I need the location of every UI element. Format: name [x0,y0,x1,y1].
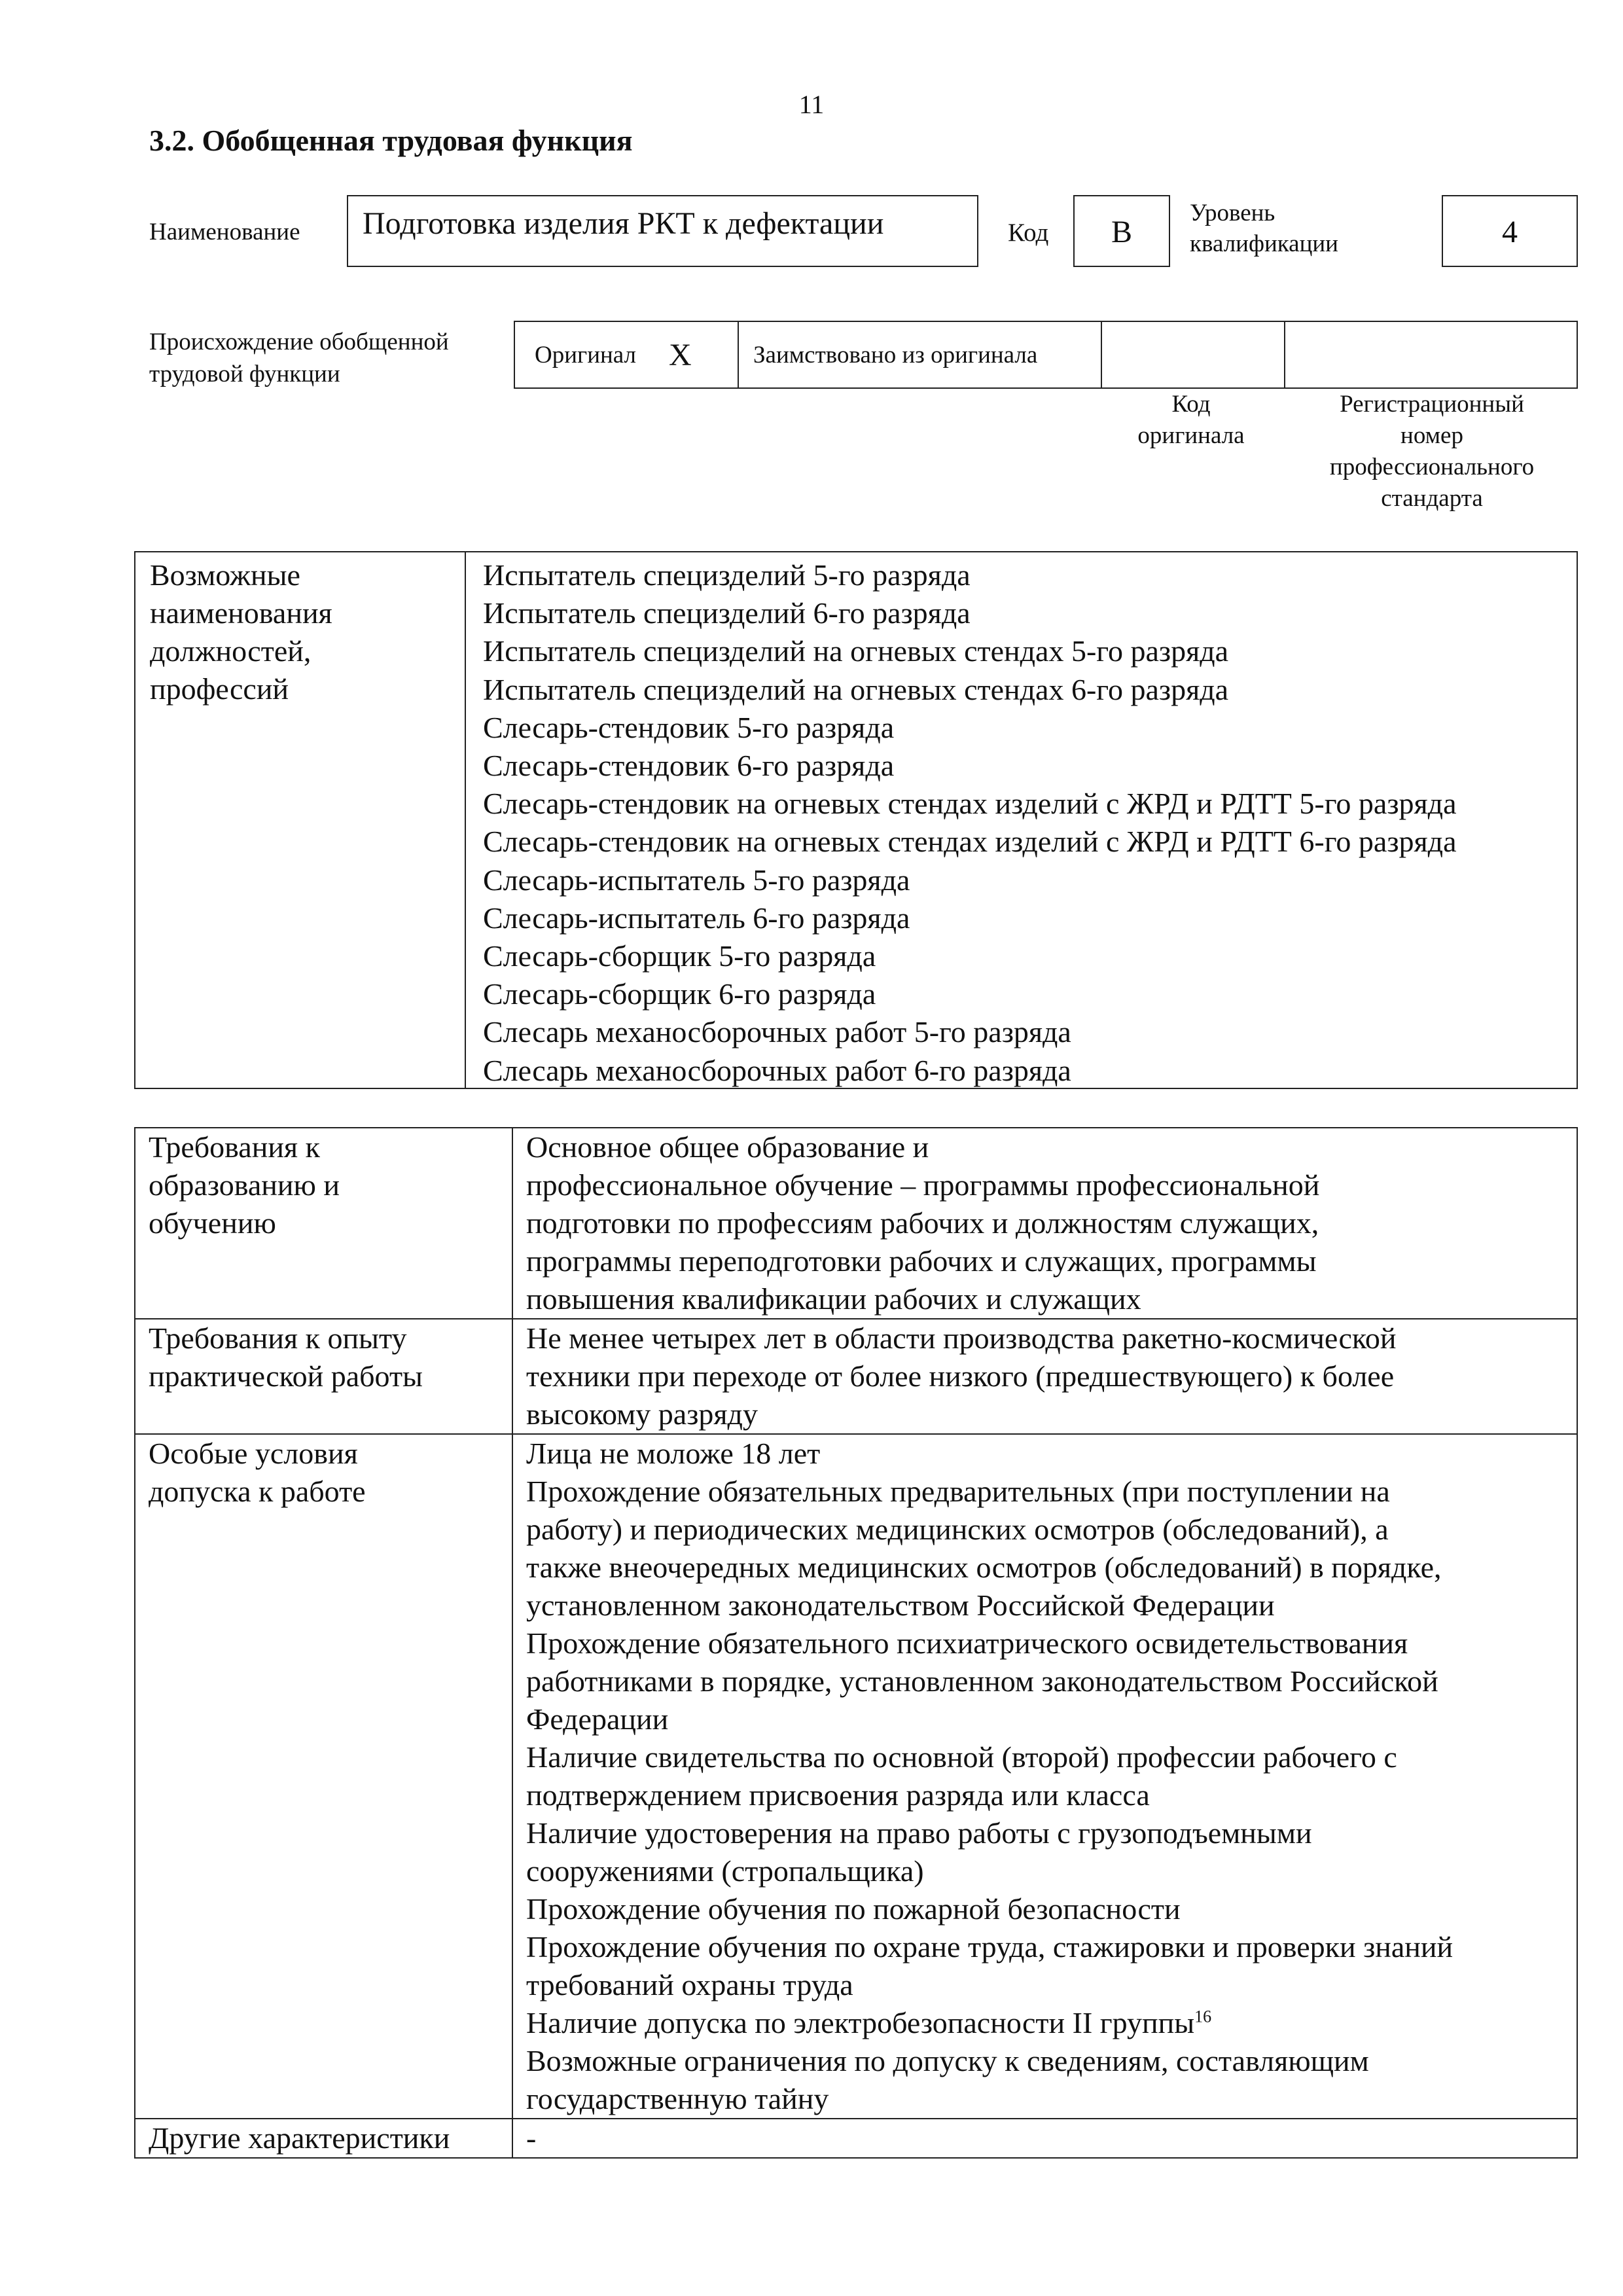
text-line: подтверждением присвоения разряда или класса [526,1778,1150,1812]
original-mark: X [669,337,692,372]
text-line: государственную тайну [526,2082,829,2115]
positions-table [134,551,1578,1089]
other-characteristics-label: Другие характеристики [135,2119,512,2158]
list-item: Слесарь механосборочных работ 6-го разряда [483,1053,1071,1087]
code-value: B [1073,195,1170,267]
list-item: Слесарь-испытатель 5-го разряда [483,863,910,897]
other-characteristics-value: - [512,2119,1577,2158]
text-line: Основное общее образование и [526,1130,929,1164]
education-value [512,1128,1577,1319]
label-line: должностей, [150,634,312,668]
text-line: работу) и периодических медицинских осмотров (обследований), а [526,1513,1389,1546]
text-line: профессиональное обучение – программы профессиональной [526,1168,1320,1202]
text-line: Прохождение обязательного психиатрического освидетельствования [526,1626,1408,1660]
text-line: работниками в порядке, установленном законодательством Российской [526,1664,1438,1698]
text-line: Лица не моложе 18 лет [526,1437,821,1470]
label-line: образованию и [149,1168,340,1202]
text-line: Прохождение обязательных предварительных (при поступлении на [526,1475,1390,1508]
text-line: высокому разряду [526,1397,758,1431]
list-item: Испытатель специзделий на огневых стендах 5-го разряда [483,634,1229,668]
table-row [135,1434,1577,2119]
experience-label [135,1319,512,1434]
text-line: Возможные ограничения по допуску к сведениям, составляющим [526,2044,1369,2077]
text-line: также внеочередных медицинских осмотров (обследований) в порядке, [526,1551,1442,1584]
electrical-safety-line [526,2004,1577,2042]
label-line: Особые условия [149,1437,358,1470]
list-item: Испытатель специзделий на огневых стендах 6-го разряда [483,672,1229,706]
page-number: 11 [798,90,825,119]
text-line: Прохождение обучения по пожарной безопасности [526,1892,1181,1926]
level-label-line: квалификации [1190,230,1338,257]
caption-line: стандарта [1381,485,1483,512]
level-label [1190,198,1338,259]
reg-number-caption [1286,389,1578,514]
origin-label-line: Происхождение обобщенной [149,329,449,355]
code-label: Код [1008,219,1049,247]
label-line: обучению [149,1206,276,1240]
borrowed-label: Заимствовано из оригинала [753,341,1038,368]
list-item: Слесарь механосборочных работ 5-го разряда [483,1015,1071,1049]
text-line: техники при переходе от более низкого (предшествующего) к более [526,1359,1395,1393]
label-line: профессий [150,672,289,706]
label-line: Возможные [150,558,300,592]
text-line: Прохождение обучения по охране труда, стажировки и проверки знаний [526,1930,1454,1964]
text-line: требований охраны труда [526,1968,853,2001]
origin-original-cell [515,322,738,387]
list-item: Испытатель специзделий 5-го разряда [483,558,971,592]
text-line: Не менее четырех лет в области производства ракетно-космической [526,1321,1397,1355]
level-label-line: Уровень [1190,200,1275,226]
list-item: Слесарь-стендовик на огневых стендах изделий с ЖРД и РДТТ 5-го разряда [483,787,1457,821]
positions-list [466,552,1577,1088]
level-value: 4 [1442,195,1578,267]
original-label: Оригинал [535,341,637,368]
caption-line: номер [1400,422,1463,449]
footnote-ref: 16 [1194,2007,1212,2026]
origin-borrowed-cell [738,322,1101,387]
text-line: повышения квалификации рабочих и служащих [526,1282,1141,1316]
code-original-caption [1099,389,1283,452]
origin-label [149,326,449,390]
name-value-box [347,195,978,267]
name-value: Подготовка изделия РКТ к дефектации [363,206,884,241]
name-label: Наименование [149,219,300,245]
requirements-table [134,1127,1578,2159]
label-line: наименования [150,596,332,630]
text-line: программы переподготовки рабочих и служащих, программы [526,1244,1317,1278]
table-row [135,2119,1577,2158]
list-item: Слесарь-сборщик 6-го разряда [483,977,876,1011]
origin-code-cell [1101,322,1284,387]
list-item: Слесарь-испытатель 6-го разряда [483,901,910,935]
positions-label [135,552,466,1088]
label-line: Требования к [149,1130,320,1164]
label-line: допуска к работе [149,1475,366,1508]
origin-label-line: трудовой функции [149,361,340,387]
special-conditions-label [135,1434,512,2119]
origin-reg-number-cell [1284,322,1577,387]
list-item: Слесарь-стендовик 5-го разряда [483,710,895,744]
special-conditions-value [512,1434,1577,2119]
text-line: Наличие свидетельства по основной (второй) профессии рабочего с [526,1740,1397,1774]
caption-line: Код [1171,391,1211,418]
label-line: практической работы [149,1359,423,1393]
education-label [135,1128,512,1319]
text-line: установленном законодательством Российской Федерации [526,1588,1275,1622]
list-item: Слесарь-сборщик 5-го разряда [483,939,876,973]
list-item: Слесарь-стендовик на огневых стендах изделий с ЖРД и РДТТ 6-го разряда [483,825,1457,859]
list-item: Слесарь-стендовик 6-го разряда [483,749,895,783]
origin-table [514,321,1578,389]
caption-line: профессионального [1329,454,1535,480]
text-line: Наличие удостоверения на право работы с грузоподъемными [526,1816,1312,1850]
text-line: Наличие допуска по электробезопасности II группы [526,2006,1195,2039]
experience-value [512,1319,1577,1434]
caption-line: Регистрационный [1340,391,1524,418]
table-row [135,1319,1577,1434]
section-title: 3.2. Обобщенная трудовая функция [149,124,633,157]
list-item: Испытатель специзделий 6-го разряда [483,596,971,630]
text-line: сооружениями (стропальщика) [526,1854,924,1888]
table-row [135,1128,1577,1319]
label-line: Требования к опыту [149,1321,407,1355]
text-line: подготовки по профессиям рабочих и должностям служащих, [526,1206,1319,1240]
text-line: Федерации [526,1702,669,1736]
caption-line: оригинала [1137,422,1245,449]
